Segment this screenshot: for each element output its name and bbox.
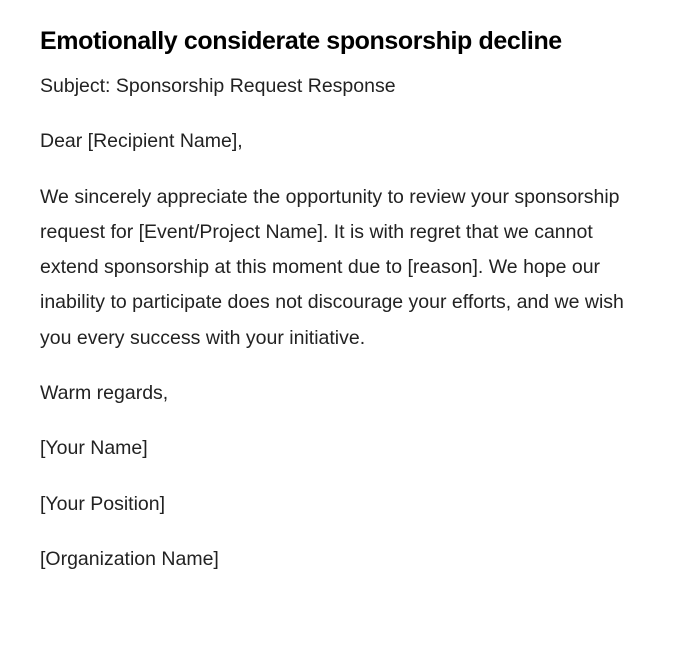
closing: Warm regards, — [40, 382, 169, 405]
salutation: Dear [Recipient Name], — [40, 130, 243, 153]
document-title: Emotionally considerate sponsorship decline — [40, 27, 562, 55]
signature-position: [Your Position] — [40, 492, 166, 515]
signature-organization: [Organization Name] — [40, 547, 219, 570]
signature-name: [Your Name] — [40, 437, 148, 460]
body-paragraph: We sincerely appreciate the opportunity to review your sponsorship request for [Event/Project Name]. It is with regret that we cannot extend sponsorship at this moment due to [reason]. We hope our inability to participate does not discourage your efforts, and we wish you every success with your initiative. — [40, 185, 624, 349]
letter-document — [40, 24, 640, 597]
subject-line: Subject: Sponsorship Request Response — [40, 75, 396, 97]
